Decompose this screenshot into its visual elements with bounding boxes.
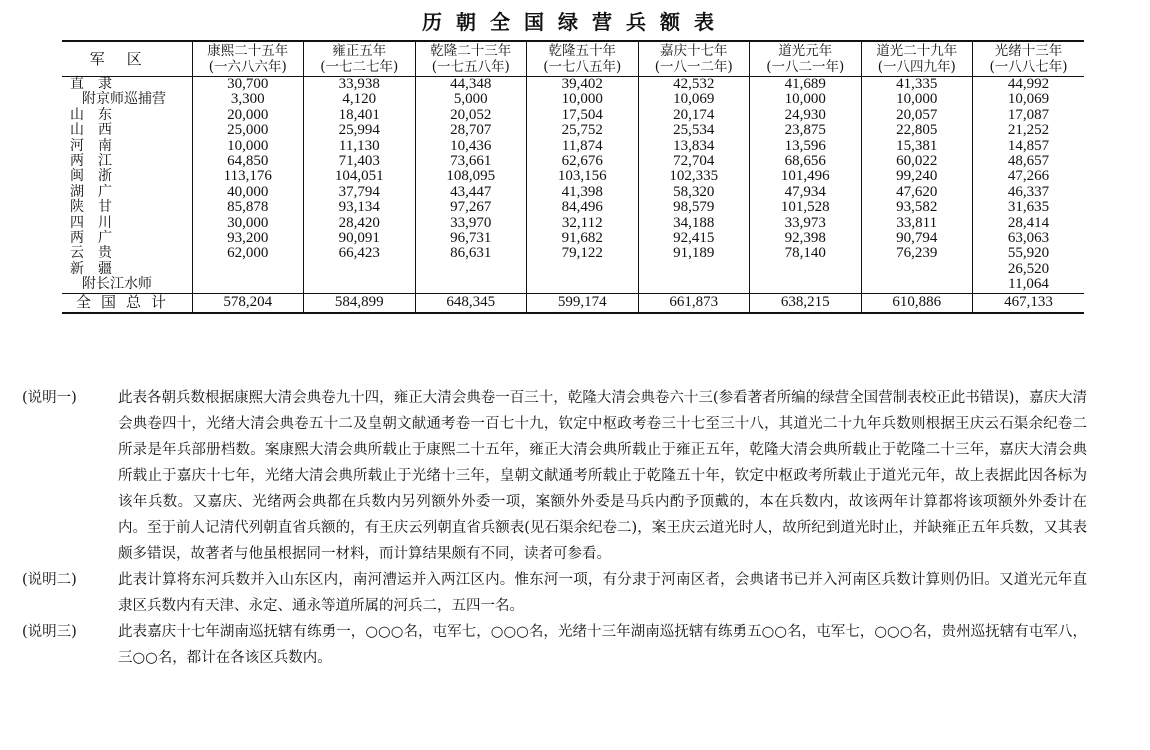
table-row [62, 139, 1084, 154]
troop-count: 14,857 [973, 139, 1085, 154]
note-3 [22, 619, 1087, 671]
troop-count: 17,504 [527, 108, 639, 123]
troop-count: 34,188 [638, 216, 750, 231]
troop-count: 37,794 [304, 185, 416, 200]
troop-count [638, 277, 750, 293]
region-name: 山西 [70, 122, 126, 139]
troop-count: 3,300 [192, 92, 304, 107]
troop-count: 66,423 [304, 246, 416, 261]
troop-count: 90,091 [304, 231, 416, 246]
troop-count: 21,252 [973, 123, 1085, 138]
troop-count: 10,000 [192, 139, 304, 154]
table-row [62, 123, 1084, 138]
troop-count: 11,874 [527, 139, 639, 154]
troop-count: 33,938 [304, 77, 416, 93]
troop-count: 20,057 [861, 108, 973, 123]
total-value: 584,899 [304, 293, 416, 313]
region-name: 湖广 [70, 183, 126, 200]
table-row [62, 92, 1084, 107]
troop-count: 15,381 [861, 139, 973, 154]
garrison-troops-table [62, 40, 1084, 314]
troop-count: 90,794 [861, 231, 973, 246]
troop-count [861, 277, 973, 293]
troop-count: 86,631 [415, 246, 527, 261]
troop-count: 28,414 [973, 216, 1085, 231]
region-name: 山东 [70, 106, 126, 123]
troop-count: 79,122 [527, 246, 639, 261]
troop-count [415, 277, 527, 293]
troop-count: 28,420 [304, 216, 416, 231]
total-value: 661,873 [638, 293, 750, 313]
troop-count: 22,805 [861, 123, 973, 138]
troop-count: 11,130 [304, 139, 416, 154]
column-header: 乾隆五十年 (一七八五年) [527, 41, 639, 77]
troop-count: 30,700 [192, 77, 304, 93]
troop-count: 92,415 [638, 231, 750, 246]
troop-count: 47,934 [750, 185, 862, 200]
region-name: 河南 [70, 137, 126, 154]
troop-count: 44,348 [415, 77, 527, 93]
troop-count: 62,000 [192, 246, 304, 261]
troop-count: 78,140 [750, 246, 862, 261]
troop-count: 32,112 [527, 216, 639, 231]
region-name: 新疆 [70, 260, 126, 277]
troop-count: 92,398 [750, 231, 862, 246]
table-row [62, 169, 1084, 184]
troop-count: 47,266 [973, 169, 1085, 184]
troop-count [304, 262, 416, 277]
region-name: 附京师巡捕营 [82, 91, 166, 108]
header-row [62, 41, 1084, 77]
column-header: 嘉庆十七年 (一八一二年) [638, 41, 750, 77]
table-body [62, 77, 1084, 313]
troop-count: 20,000 [192, 108, 304, 123]
region-name: 两江 [70, 153, 126, 170]
table-row [62, 185, 1084, 200]
table-row [62, 154, 1084, 169]
troop-count: 25,994 [304, 123, 416, 138]
region-header: 军区 [62, 41, 192, 77]
troop-count: 113,176 [192, 169, 304, 184]
column-header: 乾隆二十三年 (一七五八年) [415, 41, 527, 77]
troop-count [192, 262, 304, 277]
troop-count [750, 277, 862, 293]
table-row [62, 200, 1084, 215]
troop-count: 24,930 [750, 108, 862, 123]
notes-section [22, 385, 1087, 671]
note-label: (说明二) [22, 572, 77, 588]
note-text: 此表各朝兵数根据康熙大清会典卷九十四，雍正大清会典卷一百三十，乾隆大清会典卷六十三(参看著者所编的绿营全国营制表校正此书错误)，嘉庆大清会典卷四十，光绪大清会典卷五十二及皇朝文献通考卷一百七十九，钦定中枢政考卷三十七至三十八，其道光二十九年兵数则根据王庆云石渠余纪卷二所录是年兵部册档数。案康熙大清会典所载止于康熙二十五年，雍正大清会典所载止于雍正五年，乾隆大清会典所载止于乾隆二十三年，嘉庆大清会典所载止于嘉庆十七年，光绪大清会典所载止于光绪十三年，皇朝文献通考所载止于乾隆五十年，钦定中枢政考所载止于道光元年，故上表据此因各标为该年兵数。又嘉庆、光绪两会典都在兵数内另列额外外委一项，案额外外委是马兵内酌予顶戴的，本在兵数内，故该两年计算都将该项额外外委计在内。至于前人记清代列朝直省兵额的，有王庆云列朝直省兵额表(见石渠余纪卷二)，案王庆云道光时人，故所纪到道光时止，并缺雍正五年兵数，又其表颇多错误，故著者与他虽根据同一材料，而计算结果颇有不同，读者可参看。 [118, 390, 1087, 562]
total-value: 599,174 [527, 293, 639, 313]
troop-count: 84,496 [527, 200, 639, 215]
troop-count: 46,337 [973, 185, 1085, 200]
troop-count: 48,657 [973, 154, 1085, 169]
column-header: 道光元年 (一八二一年) [750, 41, 862, 77]
troop-count [750, 262, 862, 277]
troop-count: 44,992 [973, 77, 1085, 93]
troop-count: 30,000 [192, 216, 304, 231]
troop-count: 5,000 [415, 92, 527, 107]
troop-count: 25,534 [638, 123, 750, 138]
troop-count [192, 277, 304, 293]
troop-count: 26,520 [973, 262, 1085, 277]
troop-count [638, 262, 750, 277]
troop-count: 33,970 [415, 216, 527, 231]
troop-count: 43,447 [415, 185, 527, 200]
region-name: 直隶 [70, 76, 126, 92]
table-row [62, 262, 1084, 277]
troop-count: 55,920 [973, 246, 1085, 261]
troop-count: 68,656 [750, 154, 862, 169]
troop-count: 28,707 [415, 123, 527, 138]
table-title: 历朝全国绿营兵额表 [422, 10, 728, 34]
troop-count: 71,403 [304, 154, 416, 169]
troop-count: 58,320 [638, 185, 750, 200]
column-header: 道光二十九年 (一八四九年) [861, 41, 973, 77]
troop-count: 41,689 [750, 77, 862, 93]
troop-count: 93,582 [861, 200, 973, 215]
troop-count: 101,496 [750, 169, 862, 184]
troop-count: 25,752 [527, 123, 639, 138]
troop-count: 41,398 [527, 185, 639, 200]
troop-count: 13,596 [750, 139, 862, 154]
note-text: 此表嘉庆十七年湖南巡抚辖有练勇一，○○○名，屯军七，○○○名，光绪十三年湖南巡抚辖有练勇五○○名，屯军七，○○○名，贵州巡抚辖有屯军八，三○○名，都计在各该区兵数内。 [118, 624, 1087, 666]
troop-count: 11,064 [973, 277, 1085, 293]
troop-count: 33,973 [750, 216, 862, 231]
column-header: 雍正五年 (一七二七年) [304, 41, 416, 77]
troop-count: 73,661 [415, 154, 527, 169]
troop-count: 41,335 [861, 77, 973, 93]
troop-count: 10,000 [750, 92, 862, 107]
troop-count: 20,174 [638, 108, 750, 123]
troop-count: 63,063 [973, 231, 1085, 246]
total-value: 578,204 [192, 293, 304, 313]
total-value: 648,345 [415, 293, 527, 313]
troop-count: 85,878 [192, 200, 304, 215]
troop-count: 76,239 [861, 246, 973, 261]
note-1 [22, 385, 1087, 567]
total-label: 全国总计 [62, 293, 192, 313]
troop-count: 99,240 [861, 169, 973, 184]
table-row [62, 77, 1084, 93]
note-label: (说明一) [22, 390, 77, 406]
troop-count: 97,267 [415, 200, 527, 215]
troop-count: 42,532 [638, 77, 750, 93]
region-name: 云贵 [70, 245, 126, 262]
troop-count [304, 277, 416, 293]
troop-count: 91,189 [638, 246, 750, 261]
troop-count: 20,052 [415, 108, 527, 123]
troop-count: 104,051 [304, 169, 416, 184]
region-name: 附长江水师 [82, 276, 152, 293]
troop-count: 10,069 [638, 92, 750, 107]
total-value: 467,133 [973, 293, 1085, 313]
troop-count [527, 277, 639, 293]
troop-count: 47,620 [861, 185, 973, 200]
table-row [62, 231, 1084, 246]
troop-count: 17,087 [973, 108, 1085, 123]
note-label: (说明三) [22, 624, 77, 640]
troop-count: 62,676 [527, 154, 639, 169]
troop-count: 39,402 [527, 77, 639, 93]
troop-count: 10,436 [415, 139, 527, 154]
region-name: 四川 [70, 214, 126, 231]
troop-count [527, 262, 639, 277]
troop-count: 96,731 [415, 231, 527, 246]
table-row [62, 216, 1084, 231]
column-header: 光绪十三年 (一八八七年) [973, 41, 1085, 77]
troop-count: 23,875 [750, 123, 862, 138]
troop-count: 93,200 [192, 231, 304, 246]
troop-count: 4,120 [304, 92, 416, 107]
troop-count [861, 262, 973, 277]
troop-count: 13,834 [638, 139, 750, 154]
table-row [62, 108, 1084, 123]
note-text: 此表计算将东河兵数并入山东区内，南河漕运并入两江区内。惟东河一项，有分隶于河南区者，会典诸书已并入河南区兵数计算则仍旧。又道光元年直隶区兵数内有天津、永定、通永等道所属的河兵二，五四一名。 [118, 572, 1087, 614]
troop-count: 108,095 [415, 169, 527, 184]
troop-count: 98,579 [638, 200, 750, 215]
troop-count: 102,335 [638, 169, 750, 184]
note-2 [22, 567, 1087, 619]
column-header: 康熙二十五年 (一六八六年) [192, 41, 304, 77]
total-value: 638,215 [750, 293, 862, 313]
region-name: 两广 [70, 230, 126, 247]
table-row [62, 246, 1084, 261]
troop-count: 10,069 [973, 92, 1085, 107]
troop-count: 103,156 [527, 169, 639, 184]
troop-count: 93,134 [304, 200, 416, 215]
table-row [62, 277, 1084, 293]
troop-count: 31,635 [973, 200, 1085, 215]
troop-count: 10,000 [527, 92, 639, 107]
troop-count: 18,401 [304, 108, 416, 123]
region-name: 陕甘 [70, 199, 126, 216]
troop-count: 91,682 [527, 231, 639, 246]
troop-count [415, 262, 527, 277]
troop-count: 10,000 [861, 92, 973, 107]
troop-count: 64,850 [192, 154, 304, 169]
troop-count: 60,022 [861, 154, 973, 169]
total-value: 610,886 [861, 293, 973, 313]
troop-count: 101,528 [750, 200, 862, 215]
total-row [62, 293, 1084, 313]
troop-count: 33,811 [861, 216, 973, 231]
troop-count: 40,000 [192, 185, 304, 200]
region-name: 闽浙 [70, 168, 126, 185]
troop-count: 72,704 [638, 154, 750, 169]
troop-count: 25,000 [192, 123, 304, 138]
